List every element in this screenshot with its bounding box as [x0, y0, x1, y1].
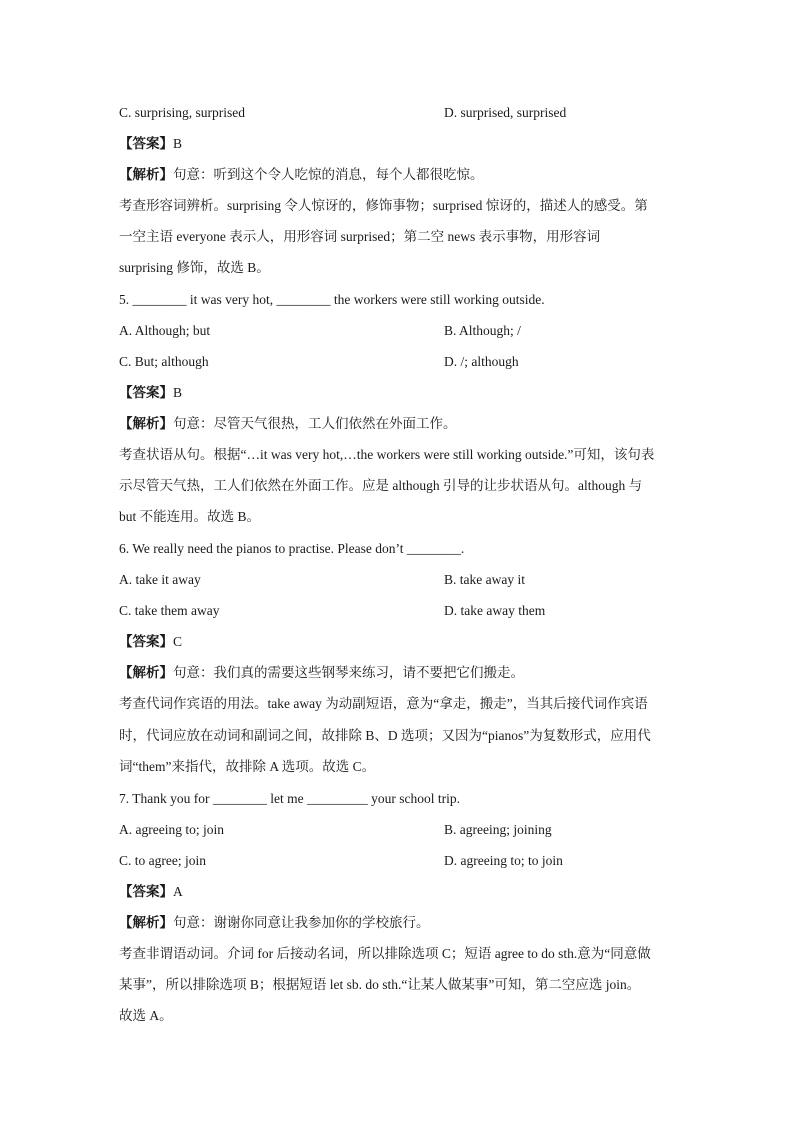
analysis-text: 句意：尽管天气很热，工人们依然在外面工作。: [173, 416, 457, 431]
answer-label: 【答案】: [119, 136, 173, 151]
answer-label: 【答案】: [119, 385, 173, 400]
q5-analysis-line: 考查状语从句。根据“…it was very hot,…the workers were still working outside.”可知，该句表: [119, 447, 655, 462]
answer-value: A: [173, 884, 183, 899]
q5-question: 5. ________ it was very hot, ________ the workers were still working outside.: [119, 292, 545, 307]
q7-option-b: B. agreeing; joining: [444, 822, 552, 837]
analysis-text: 句意：听到这个令人吃惊的消息，每个人都很吃惊。: [173, 167, 484, 182]
q6-option-c: C. take them away: [119, 603, 220, 618]
q5-option-b: B. Although; /: [444, 323, 521, 338]
q6-option-b: B. take away it: [444, 572, 525, 587]
analysis-label: 【解析】: [119, 915, 173, 930]
analysis-text: 句意：我们真的需要这些钢琴来练习，请不要把它们搬走。: [173, 665, 524, 680]
answer-value: B: [173, 385, 183, 400]
answer-label: 【答案】: [119, 884, 173, 899]
q7-option-c: C. to agree; join: [119, 853, 206, 868]
analysis-label: 【解析】: [119, 665, 173, 680]
q4-option-c: C. surprising, surprised: [119, 105, 245, 120]
answer-value: B: [173, 136, 183, 151]
q6-analysis: [119, 664, 679, 682]
q5-option-c: C. But; although: [119, 354, 209, 369]
q6-option-a: A. take it away: [119, 572, 201, 587]
q4-option-d: D. surprised, surprised: [444, 105, 567, 120]
q4-analysis: [119, 166, 679, 184]
q5-option-d: D. /; although: [444, 354, 519, 369]
q6-analysis-line: 词“them”来指代，故排除 A 选项。故选 C。: [119, 759, 376, 774]
q7-option-a: A. agreeing to; join: [119, 822, 224, 837]
answer-label: 【答案】: [119, 634, 173, 649]
q7-analysis-line: 故选 A。: [119, 1008, 173, 1023]
q4-analysis-line: 考查形容词辨析。surprising 令人惊讶的，修饰事物；surprised 惊讶的，描述人的感受。第: [119, 198, 648, 213]
q7-analysis-line: 考查非谓语动词。介词 for 后接动名词，所以排除选项 C；短语 agree to do sth.意为“同意做: [119, 946, 651, 961]
q5-answer: [119, 384, 679, 402]
analysis-label: 【解析】: [119, 416, 173, 431]
q5-analysis-line: but 不能连用。故选 B。: [119, 509, 261, 524]
q7-option-d: D. agreeing to; to join: [444, 853, 563, 868]
q6-analysis-line: 时，代词应放在动词和副词之间，故排除 B、D 选项；又因为“pianos”为复数形式，应用代: [119, 728, 651, 743]
q4-answer: [119, 135, 679, 153]
q6-analysis-line: 考查代词作宾语的用法。take away 为动副短语，意为“拿走，搬走”，当其后接代词作宾语: [119, 696, 648, 711]
q7-analysis-line: 某事”，所以排除选项 B；根据短语 let sb. do sth.“让某人做某事”可知，第二空应选 join。: [119, 977, 641, 992]
q4-analysis-line: 一空主语 everyone 表示人，用形容词 surprised；第二空 news 表示事物，用形容词: [119, 229, 601, 244]
q6-question: 6. We really need the pianos to practise. Please don’t ________.: [119, 541, 465, 556]
analysis-text: 句意：谢谢你同意让我参加你的学校旅行。: [173, 915, 430, 930]
q5-analysis: [119, 415, 679, 433]
q7-analysis: [119, 914, 679, 932]
q4-analysis-line: surprising 修饰，故选 B。: [119, 260, 270, 275]
answer-value: C: [173, 634, 183, 649]
q6-answer: [119, 633, 679, 651]
q6-option-d: D. take away them: [444, 603, 546, 618]
q5-analysis-line: 示尽管天气热，工人们依然在外面工作。应是 although 引导的让步状语从句。although 与: [119, 478, 643, 493]
q7-question: 7. Thank you for ________ let me _________ your school trip.: [119, 791, 460, 806]
q7-answer: [119, 883, 679, 901]
analysis-label: 【解析】: [119, 167, 173, 182]
q5-option-a: A. Although; but: [119, 323, 211, 338]
